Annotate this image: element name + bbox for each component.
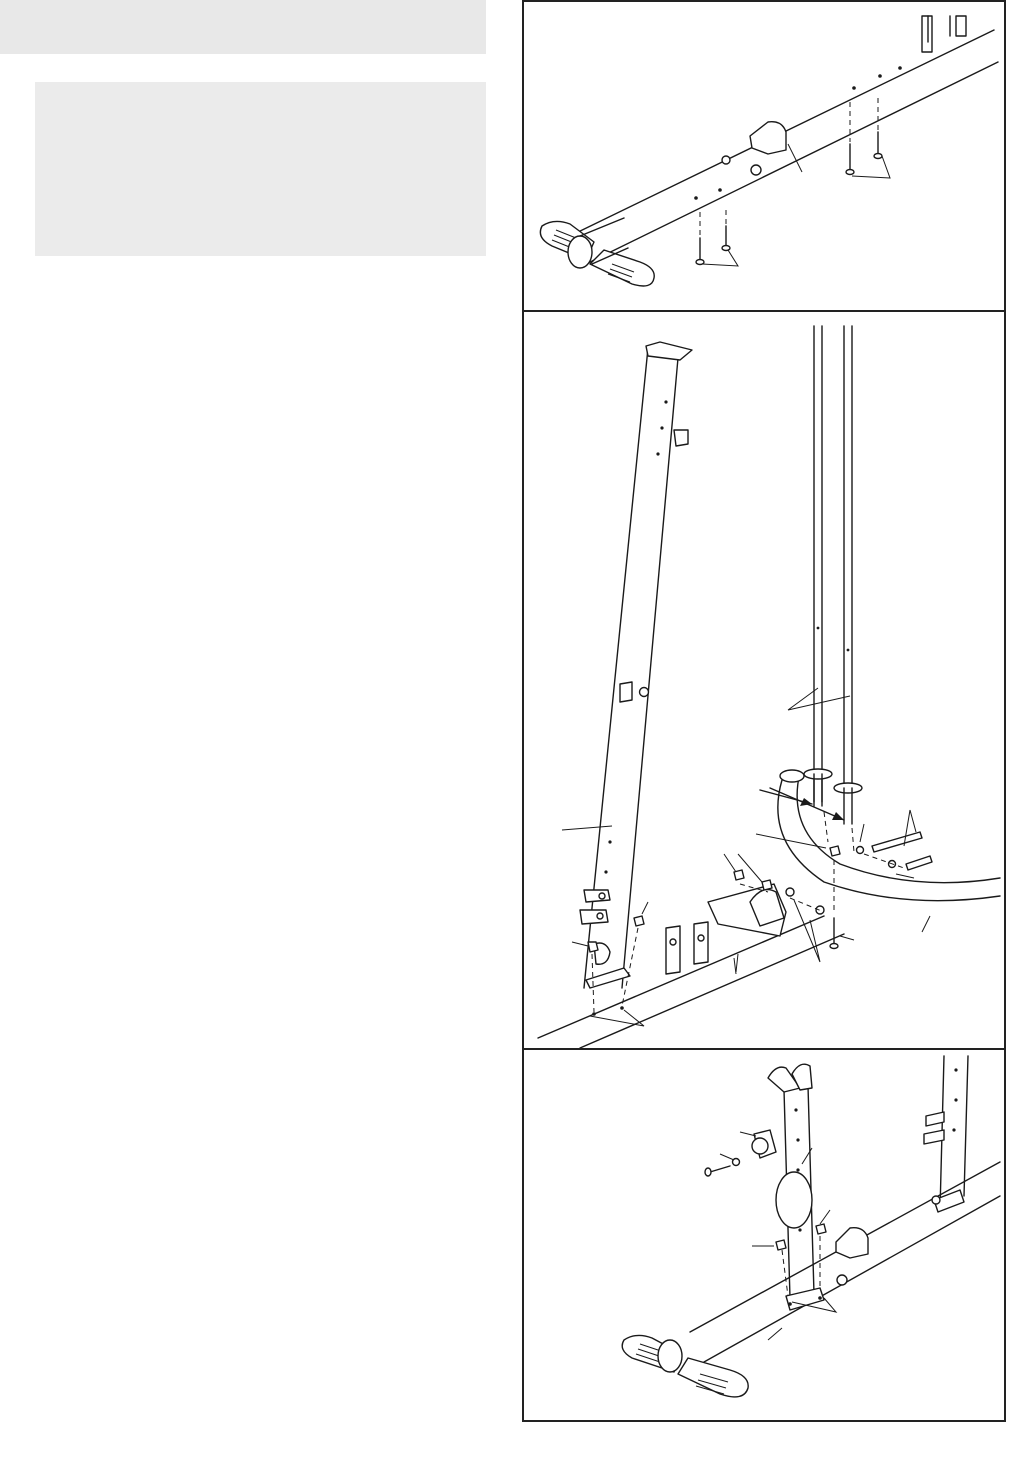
notice-box bbox=[35, 82, 486, 256]
assembly-drawing-2 bbox=[524, 312, 1004, 1048]
figure-panel-2 bbox=[522, 310, 1006, 1050]
figure-panel-3 bbox=[522, 1048, 1006, 1422]
assembly-drawing-3 bbox=[524, 1050, 1004, 1420]
header-bar bbox=[0, 0, 486, 54]
assembly-drawing-1 bbox=[524, 2, 1004, 310]
figure-panel-1 bbox=[522, 0, 1006, 312]
